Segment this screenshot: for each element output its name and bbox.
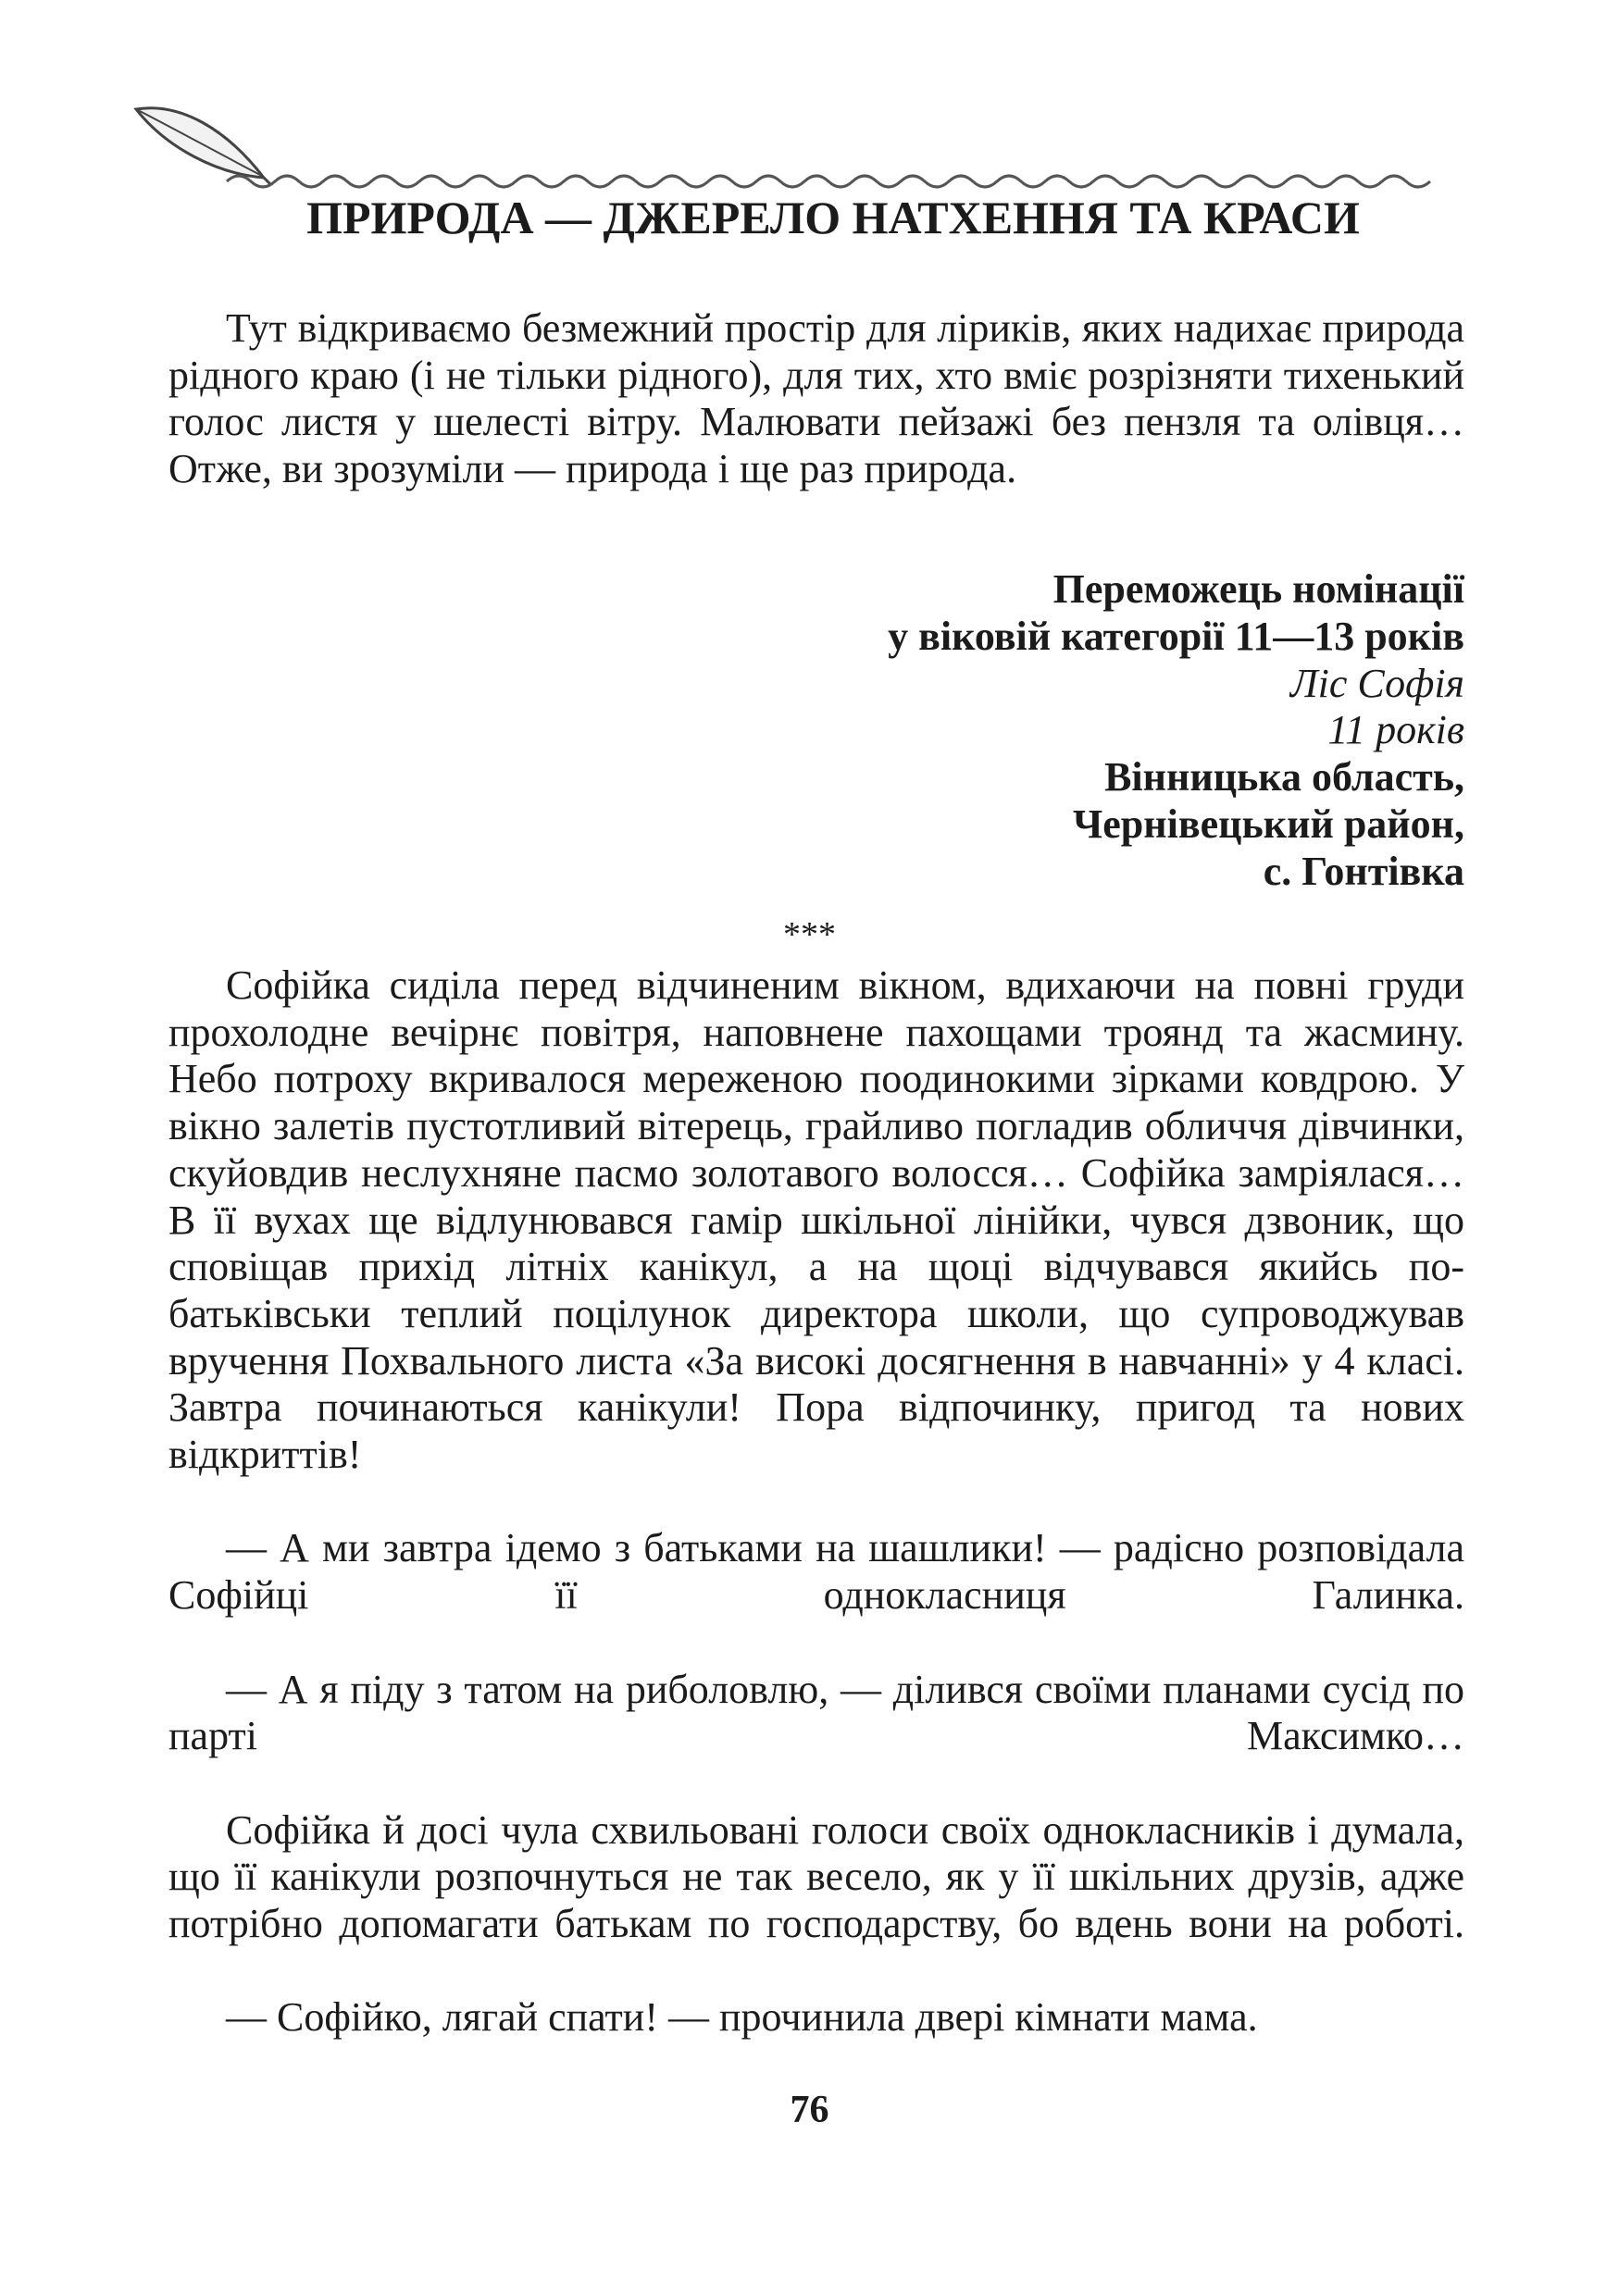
story-paragraph: — Софійко, лягай спати! — прочинила двері кімнати мама. bbox=[226, 1994, 1258, 2041]
author-name: Ліс Софія bbox=[1289, 660, 1464, 706]
author-village: с. Гонтівка bbox=[1263, 848, 1464, 894]
story-paragraph: — А я піду з татом на риболовлю, — ділився своїми планами сусід по парті Максимко… bbox=[168, 1666, 1464, 1759]
intro-paragraph: Тут відкриваємо безмежний простір для ліриків, яких надихає природа рідного краю (і не тільки рідного), для тих, хто вміє розрізняти тихенький голос листя у шелесті вітру. Малювати пейзажі без пензля та олівця… Отже, ви зрозуміли — природа і ще раз природа. bbox=[168, 305, 1464, 492]
award-title: Переможець номінації bbox=[1052, 566, 1464, 612]
intro-block bbox=[168, 305, 1464, 493]
quill-wave-ornament bbox=[125, 93, 1476, 194]
author-region: Вінницька область, bbox=[1104, 754, 1464, 800]
section-separator: *** bbox=[783, 915, 836, 954]
story-paragraph: Софійка сиділа перед відчиненим вікном, вдихаючи на повні груди прохолодне вечірнє повітря, наповнене пахощами троянд та жасмину. Небо потроху вкривалося мереженою поодинокими зірками ковдрою. У вікно залетів пустотливий вітерець, грайливо погладив обличчя дівчинки, скуйовдив неслухняне пасмо золотавого волосся… Софійка замріялася… В її вухах ще відлунювався гамір шкільної лінійки, чувся дзвоник, що сповіщав прихід літніх канікул, а на щоці відчувався якийсь по-батьківськи теплий поцілунок директора школи, що супроводжував вручення Похвального листа «За високі досягнення в навчанні» у 4 класі. Завтра починаються канікули! Пора відпочинку, пригод та нових відкриттів! bbox=[168, 962, 1464, 1478]
section-heading: ПРИРОДА — ДЖЕРЕЛО НАТХЕННЯ ТА КРАСИ bbox=[306, 192, 1360, 243]
age-category: у віковій категорії 11—13 років bbox=[888, 613, 1464, 659]
story-paragraph: — А ми завтра ідемо з батьками на шашлики! — радісно розповідала Софійці її однокласниця Галинка. bbox=[168, 1525, 1464, 1619]
page-number: 76 bbox=[790, 2089, 829, 2131]
author-district: Чернівецький район, bbox=[1072, 800, 1464, 847]
story-paragraph: Софійка й досі чула схвильовані голоси своїх однокласників і думала, що її канікули розпочнуться не так весело, як у її шкільних друзів, адже потрібно допомагати батькам по господарству, бо вдень вони на роботі. bbox=[168, 1806, 1464, 1947]
author-age: 11 років bbox=[1327, 707, 1464, 753]
author-block bbox=[463, 566, 1464, 896]
story-body bbox=[168, 962, 1464, 2042]
